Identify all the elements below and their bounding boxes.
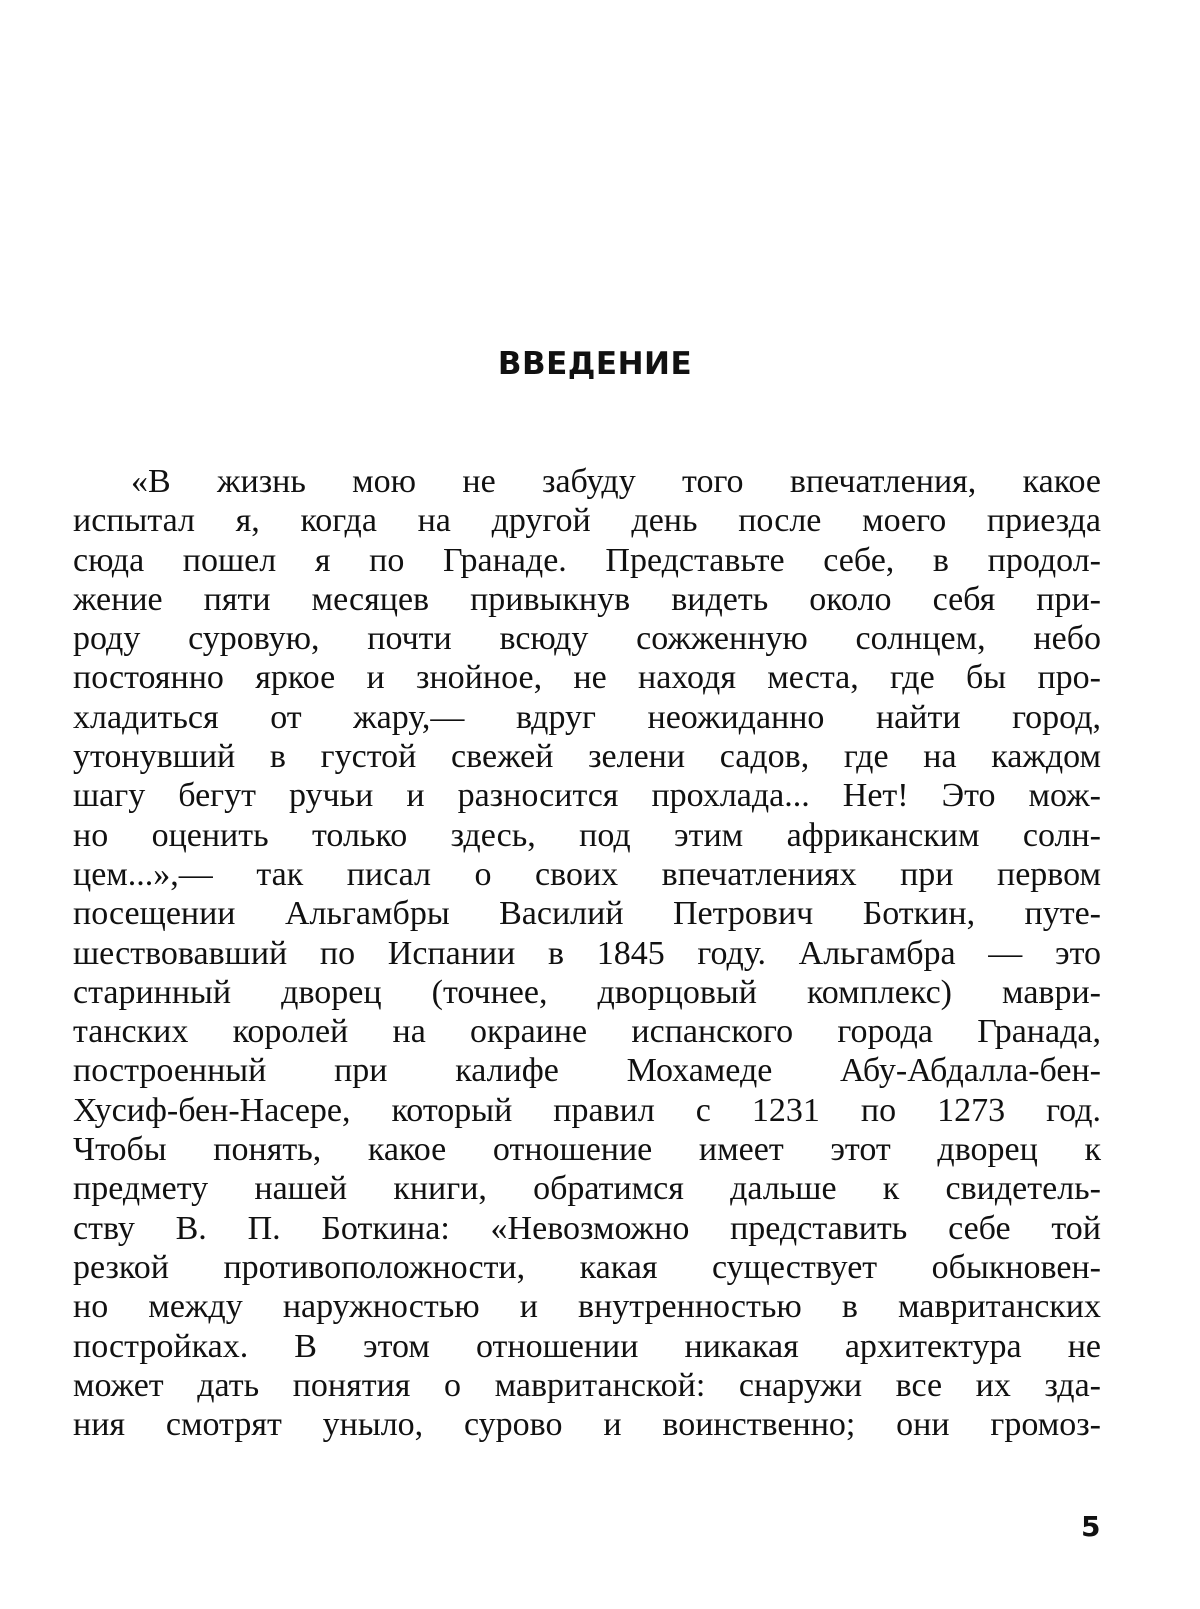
page-number: 5 [1081, 1513, 1100, 1541]
text-line: может дать понятия о мавританской: снаружи все их зда- [73, 1366, 1101, 1405]
text-line: резкой противоположности, какая существует обыкновен- [73, 1248, 1101, 1287]
text-line: хладиться от жару,— вдруг неожиданно найти город, [73, 698, 1101, 737]
text-line: постоянно яркое и знойное, не находя места, где бы про- [73, 658, 1101, 697]
text-line: построенный при калифе Мохамеде Абу-Абдалла-бен- [73, 1051, 1101, 1090]
text-line: старинный дворец (точнее, дворцовый комплекс) маври- [73, 973, 1101, 1012]
text-line: «В жизнь мою не забуду того впечатления, какое [73, 462, 1101, 501]
text-line: ния смотрят уныло, сурово и воинственно; они громоз- [73, 1405, 1101, 1444]
chapter-heading: ВВЕДЕНИЕ [0, 349, 1190, 380]
text-line: постройках. В этом отношении никакая архитектура не [73, 1327, 1101, 1366]
text-line: шагу бегут ручьи и разносится прохлада... Нет! Это мож- [73, 776, 1101, 815]
text-line: ству В. П. Боткина: «Невозможно представить себе той [73, 1209, 1101, 1248]
text-line: посещении Альгамбры Василий Петрович Боткин, путе- [73, 894, 1101, 933]
text-line: испытал я, когда на другой день после моего приезда [73, 501, 1101, 540]
text-line: но оценить только здесь, под этим африканским солн- [73, 816, 1101, 855]
book-page [0, 0, 1200, 1609]
text-line: шествовавший по Испании в 1845 году. Альгамбра — это [73, 934, 1101, 973]
text-line: цем...»,— так писал о своих впечатлениях при первом [73, 855, 1101, 894]
text-line: но между наружностью и внутренностью в мавританских [73, 1287, 1101, 1326]
text-line: роду суровую, почти всюду сожженную солнцем, небо [73, 619, 1101, 658]
text-line: жение пяти месяцев привыкнув видеть около себя при- [73, 580, 1101, 619]
text-line: утонувший в густой свежей зелени садов, где на каждом [73, 737, 1101, 776]
text-line: предмету нашей книги, обратимся дальше к свидетель- [73, 1169, 1101, 1208]
body-text [73, 462, 1101, 1444]
text-line: Хусиф-бен-Насере, который правил с 1231 по 1273 год. [73, 1091, 1101, 1130]
text-line: Чтобы понять, какое отношение имеет этот дворец к [73, 1130, 1101, 1169]
text-line: сюда пошел я по Гранаде. Представьте себе, в продол- [73, 541, 1101, 580]
text-line: танских королей на окраине испанского города Гранада, [73, 1012, 1101, 1051]
